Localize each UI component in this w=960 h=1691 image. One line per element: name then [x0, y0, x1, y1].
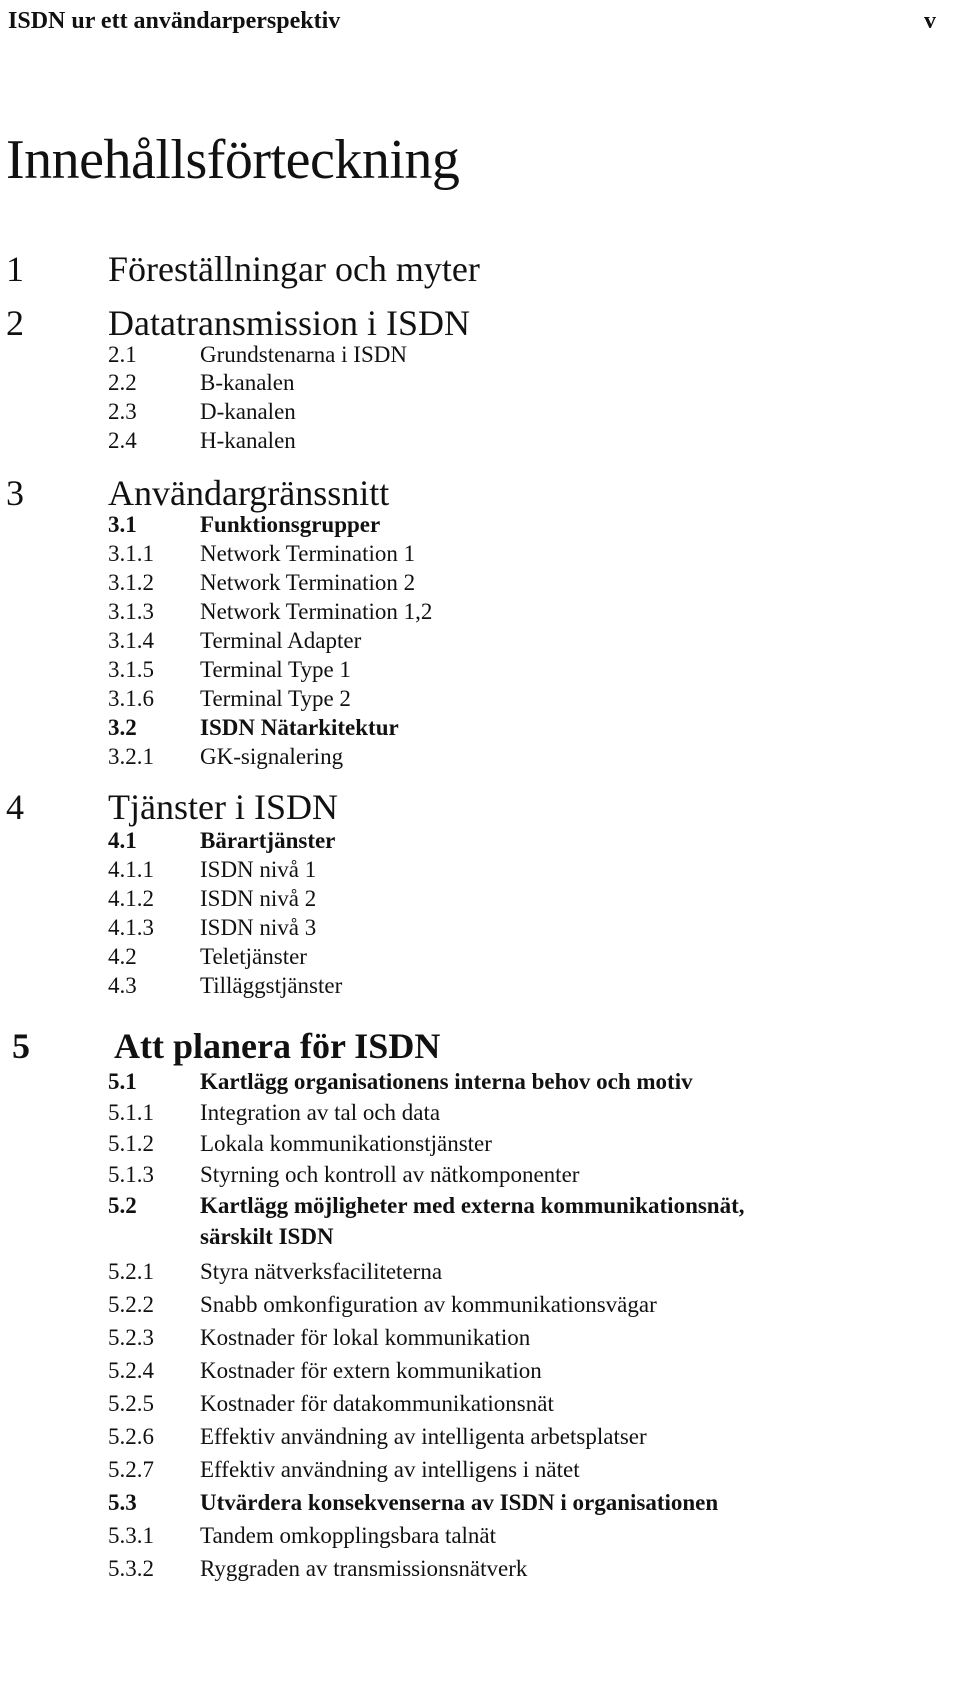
section-number: 3.1.6	[108, 686, 154, 711]
section-number: 3.2	[108, 715, 137, 740]
section-title: Tilläggstjänster	[200, 973, 343, 998]
section-title: Bärartjänster	[200, 828, 336, 853]
section-title: ISDN Nätarkitektur	[200, 715, 399, 740]
section-number: 5.2.4	[108, 1358, 154, 1383]
section-number: 5.3.1	[108, 1523, 154, 1548]
section-number: 4.1.1	[108, 857, 154, 882]
section-number: 4.1.2	[108, 886, 154, 911]
section-title: Effektiv användning av intelligenta arbetsplatser	[200, 1424, 647, 1449]
section-number: 5.1.3	[108, 1162, 154, 1187]
section-title: Lokala kommunikationstjänster	[200, 1131, 492, 1156]
chapter-title: Användargränssnitt	[108, 473, 390, 513]
section-title: Styrning och kontroll av nätkomponenter	[200, 1162, 580, 1187]
section-number: 5.1	[108, 1069, 137, 1094]
section-number: 4.1	[108, 828, 137, 853]
chapter-number: 2	[6, 303, 24, 343]
running-title: ISDN ur ett användarperspektiv	[8, 8, 341, 34]
section-number: 3.1.5	[108, 657, 154, 682]
chapter-title: Att planera för ISDN	[114, 1026, 441, 1066]
section-number: 2.1	[108, 342, 137, 367]
chapter-title: Tjänster i ISDN	[108, 787, 338, 827]
section-number: 5.1.2	[108, 1131, 154, 1156]
section-number: 3.2.1	[108, 744, 154, 769]
section-number: 5.2.2	[108, 1292, 154, 1317]
section-title: Terminal Type 1	[200, 657, 351, 682]
section-title: ISDN nivå 3	[200, 915, 317, 940]
toc-title: Innehållsförteckning	[6, 129, 460, 191]
section-title: Terminal Type 2	[200, 686, 351, 711]
section-number: 3.1.4	[108, 628, 154, 653]
section-number: 2.4	[108, 428, 137, 453]
section-title: Snabb omkonfiguration av kommunikationsvägar	[200, 1292, 657, 1317]
chapter-title: Föreställningar och myter	[108, 249, 480, 289]
section-number: 5.2	[108, 1193, 137, 1218]
section-title: Kartlägg organisationens interna behov och motiv	[200, 1069, 693, 1094]
section-title: Integration av tal och data	[200, 1100, 441, 1125]
section-title: Styra nätverksfaciliteterna	[200, 1259, 443, 1284]
section-number: 5.3.2	[108, 1556, 154, 1581]
section-title: D-kanalen	[200, 399, 296, 424]
section-title: B-kanalen	[200, 370, 295, 395]
section-number: 5.2.5	[108, 1391, 154, 1416]
section-title: GK-signalering	[200, 744, 344, 769]
section-title: Funktionsgrupper	[200, 512, 381, 537]
section-title: Effektiv användning av intelligens i nätet	[200, 1457, 580, 1482]
page-number: v	[924, 8, 936, 34]
chapter-number: 1	[6, 249, 24, 289]
chapter-title: Datatransmission i ISDN	[108, 303, 470, 343]
section-number: 5.3	[108, 1490, 137, 1515]
section-title: ISDN nivå 1	[200, 857, 317, 882]
section-number: 4.3	[108, 973, 137, 998]
section-number: 5.2.1	[108, 1259, 154, 1284]
section-title: Kartlägg möjligheter med externa kommunikationsnät,	[200, 1193, 745, 1218]
section-title: Tandem omkopplingsbara talnät	[200, 1523, 497, 1548]
running-header	[8, 8, 936, 42]
section-number: 5.2.7	[108, 1457, 154, 1482]
section-number: 3.1	[108, 512, 137, 537]
section-title: Kostnader för extern kommunikation	[200, 1358, 542, 1383]
chapter-number: 5	[12, 1026, 30, 1066]
section-title: Utvärdera konsekvenserna av ISDN i organisationen	[200, 1490, 719, 1515]
section-number: 2.3	[108, 399, 137, 424]
section-title: Terminal Adapter	[200, 628, 362, 653]
section-title: Grundstenarna i ISDN	[200, 342, 407, 367]
section-title: Network Termination 2	[200, 570, 416, 595]
section-title: Kostnader för lokal kommunikation	[200, 1325, 531, 1350]
chapter-number: 4	[6, 787, 24, 827]
section-number: 3.1.2	[108, 570, 154, 595]
section-number: 3.1.1	[108, 541, 154, 566]
section-number: 3.1.3	[108, 599, 154, 624]
section-title: Network Termination 1	[200, 541, 416, 566]
section-title: Ryggraden av transmissionsnätverk	[200, 1556, 528, 1581]
section-number: 4.1.3	[108, 915, 154, 940]
section-title: Kostnader för datakommunikationsnät	[200, 1391, 554, 1416]
section-number: 5.2.6	[108, 1424, 154, 1449]
section-number: 5.1.1	[108, 1100, 154, 1125]
section-number: 5.2.3	[108, 1325, 154, 1350]
section-title: särskilt ISDN	[200, 1224, 334, 1249]
chapter-number: 3	[6, 473, 24, 513]
section-title: H-kanalen	[200, 428, 296, 453]
section-title: ISDN nivå 2	[200, 886, 317, 911]
section-title: Teletjänster	[200, 944, 307, 969]
section-number: 4.2	[108, 944, 137, 969]
section-title: Network Termination 1,2	[200, 599, 433, 624]
section-number: 2.2	[108, 370, 137, 395]
